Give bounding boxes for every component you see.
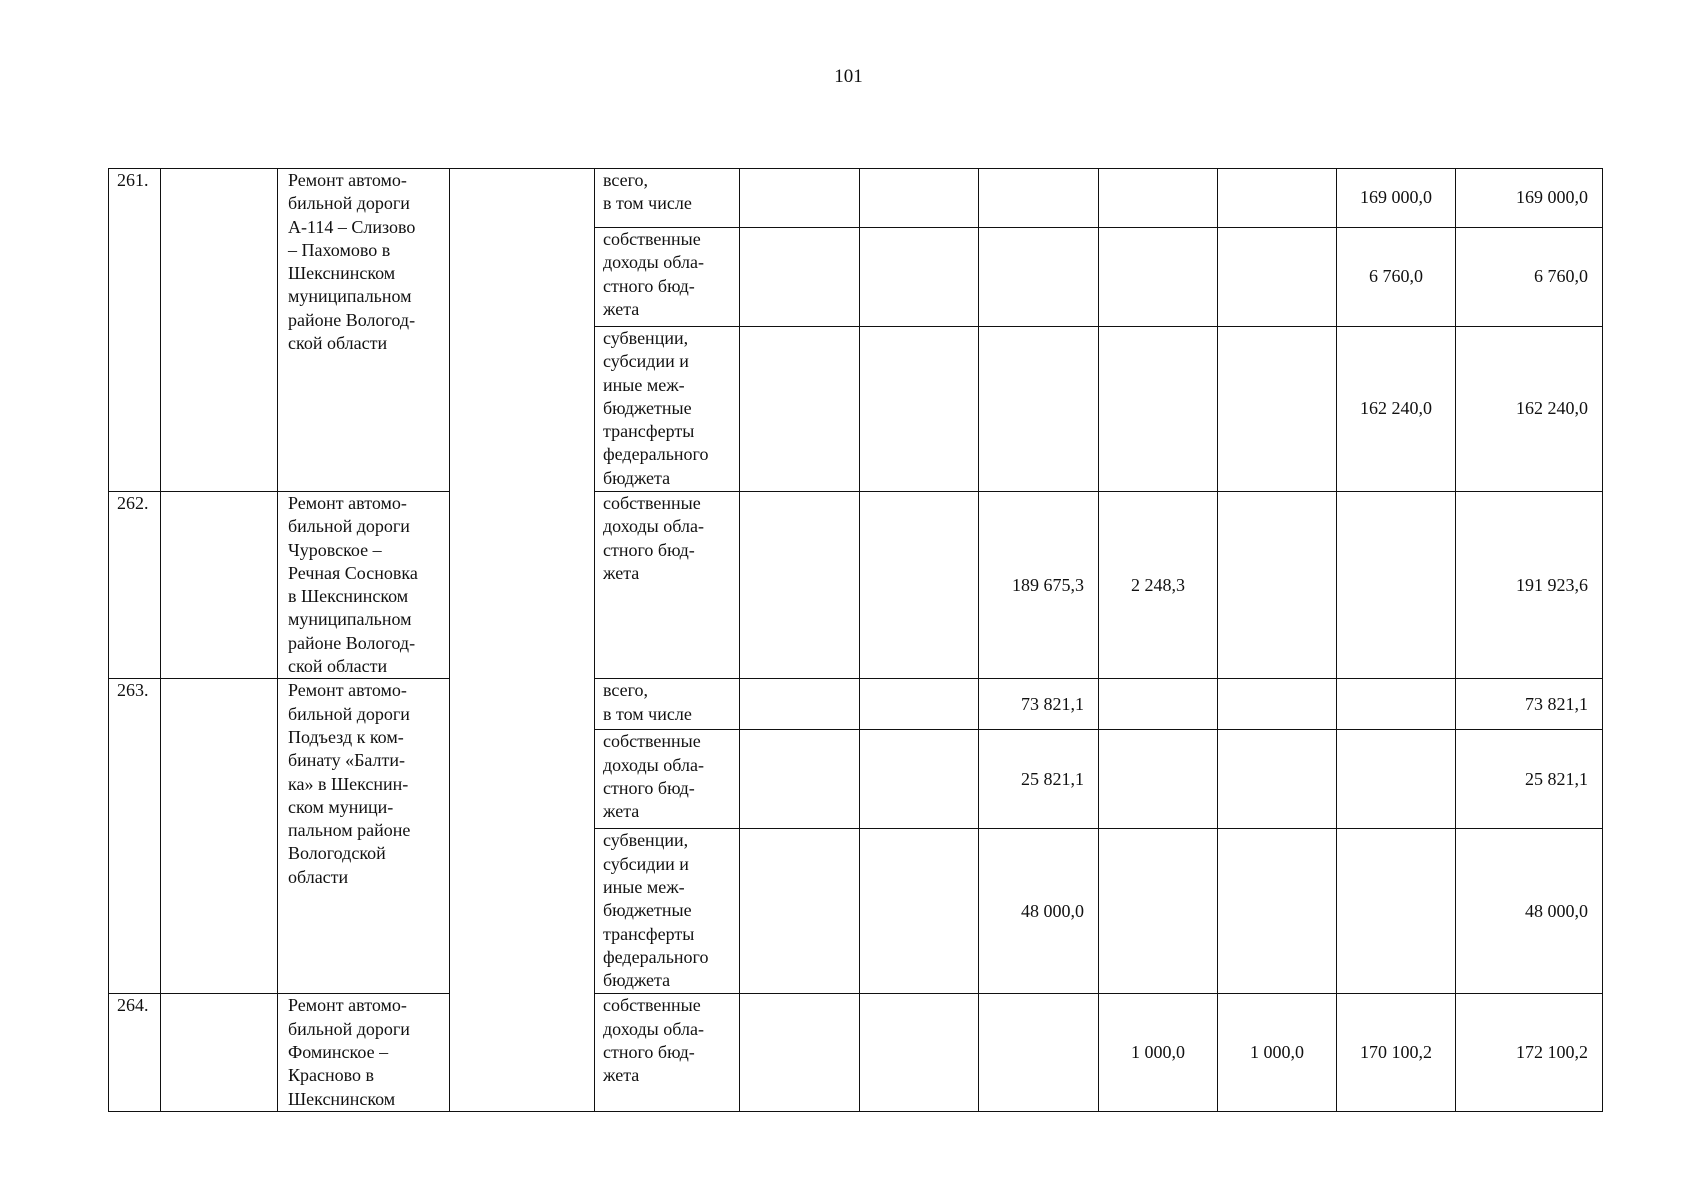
value-cell [860,829,979,994]
value-cell [740,228,860,327]
value-cell [1218,730,1337,829]
funding-source: субвенции, субсидии и иные меж- бюджетные трансферты федерального бюджета [595,829,740,994]
value-cell [979,169,1099,228]
value-cell [1218,679,1337,730]
funding-source: субвенции, субсидии и иные меж- бюджетные трансферты федерального бюджета [595,327,740,492]
row-index: 263. [109,679,161,994]
value-cell [979,228,1099,327]
row-index: 264. [109,994,161,1111]
row-index: 261. [109,169,161,492]
value-cell [1218,169,1337,228]
value-cell [1218,228,1337,327]
value-cell [1218,492,1337,679]
value-cell: 25 821,1 [979,730,1099,829]
empty-cell-merged [450,169,595,1112]
object-name: Ремонт автомо- бильной дороги Подъезд к ком- бинату «Балти- ка» в Шекснин- ском муници- пальном районе Вологодской области [278,679,450,994]
value-cell: 73 821,1 [979,679,1099,730]
total-cell: 191 923,6 [1456,492,1603,679]
empty-cell [161,492,278,679]
value-cell [1218,829,1337,994]
table-row [109,169,1603,228]
value-cell [740,730,860,829]
page-number: 101 [834,66,863,87]
value-cell: 1 000,0 [1099,994,1218,1111]
value-cell [860,492,979,679]
table-row [109,492,1603,679]
total-cell: 25 821,1 [1456,730,1603,829]
funding-source: всего, в том числе [595,169,740,228]
value-cell [860,169,979,228]
value-cell [979,327,1099,492]
value-cell [1337,492,1456,679]
table-row [109,679,1603,730]
value-cell [1218,327,1337,492]
empty-cell [161,169,278,492]
value-cell [740,169,860,228]
value-cell: 2 248,3 [1099,492,1218,679]
value-cell [979,994,1099,1111]
value-cell: 189 675,3 [979,492,1099,679]
total-cell: 48 000,0 [1456,829,1603,994]
funding-source: собственные доходы обла- стного бюд- жета [595,994,740,1111]
total-cell: 162 240,0 [1456,327,1603,492]
empty-cell [161,994,278,1111]
row-index: 262. [109,492,161,679]
value-cell [1337,829,1456,994]
value-cell [1099,169,1218,228]
value-cell [860,994,979,1111]
total-cell: 172 100,2 [1456,994,1603,1111]
funding-source: собственные доходы обла- стного бюд- жета [595,492,740,679]
value-cell [740,679,860,730]
object-name: Ремонт автомо- бильной дороги А-114 – Слизово – Пахомово в Шекснинском муниципальном районе Вологод- ской области [278,169,450,492]
value-cell [1099,829,1218,994]
value-cell: 169 000,0 [1337,169,1456,228]
budget-table [108,168,1603,1112]
value-cell [740,829,860,994]
value-cell [740,994,860,1111]
table-row [109,994,1603,1111]
funding-source: всего, в том числе [595,679,740,730]
empty-cell [161,679,278,994]
value-cell: 1 000,0 [1218,994,1337,1111]
value-cell: 48 000,0 [979,829,1099,994]
value-cell: 162 240,0 [1337,327,1456,492]
value-cell [1099,327,1218,492]
value-cell [740,327,860,492]
total-cell: 169 000,0 [1456,169,1603,228]
value-cell [1099,679,1218,730]
value-cell: 170 100,2 [1337,994,1456,1111]
funding-source: собственные доходы обла- стного бюд- жета [595,228,740,327]
value-cell: 6 760,0 [1337,228,1456,327]
funding-source: собственные доходы обла- стного бюд- жета [595,730,740,829]
value-cell [740,492,860,679]
value-cell [860,730,979,829]
value-cell [860,679,979,730]
value-cell [1099,730,1218,829]
object-name: Ремонт автомо- бильной дороги Фоминское – Красново в Шекснинском [278,994,450,1111]
value-cell [1337,730,1456,829]
value-cell [860,327,979,492]
value-cell [1337,679,1456,730]
total-cell: 6 760,0 [1456,228,1603,327]
object-name: Ремонт автомо- бильной дороги Чуровское – Речная Сосновка в Шекснинском муниципальном районе Вологод- ской области [278,492,450,679]
value-cell [860,228,979,327]
value-cell [1099,228,1218,327]
total-cell: 73 821,1 [1456,679,1603,730]
